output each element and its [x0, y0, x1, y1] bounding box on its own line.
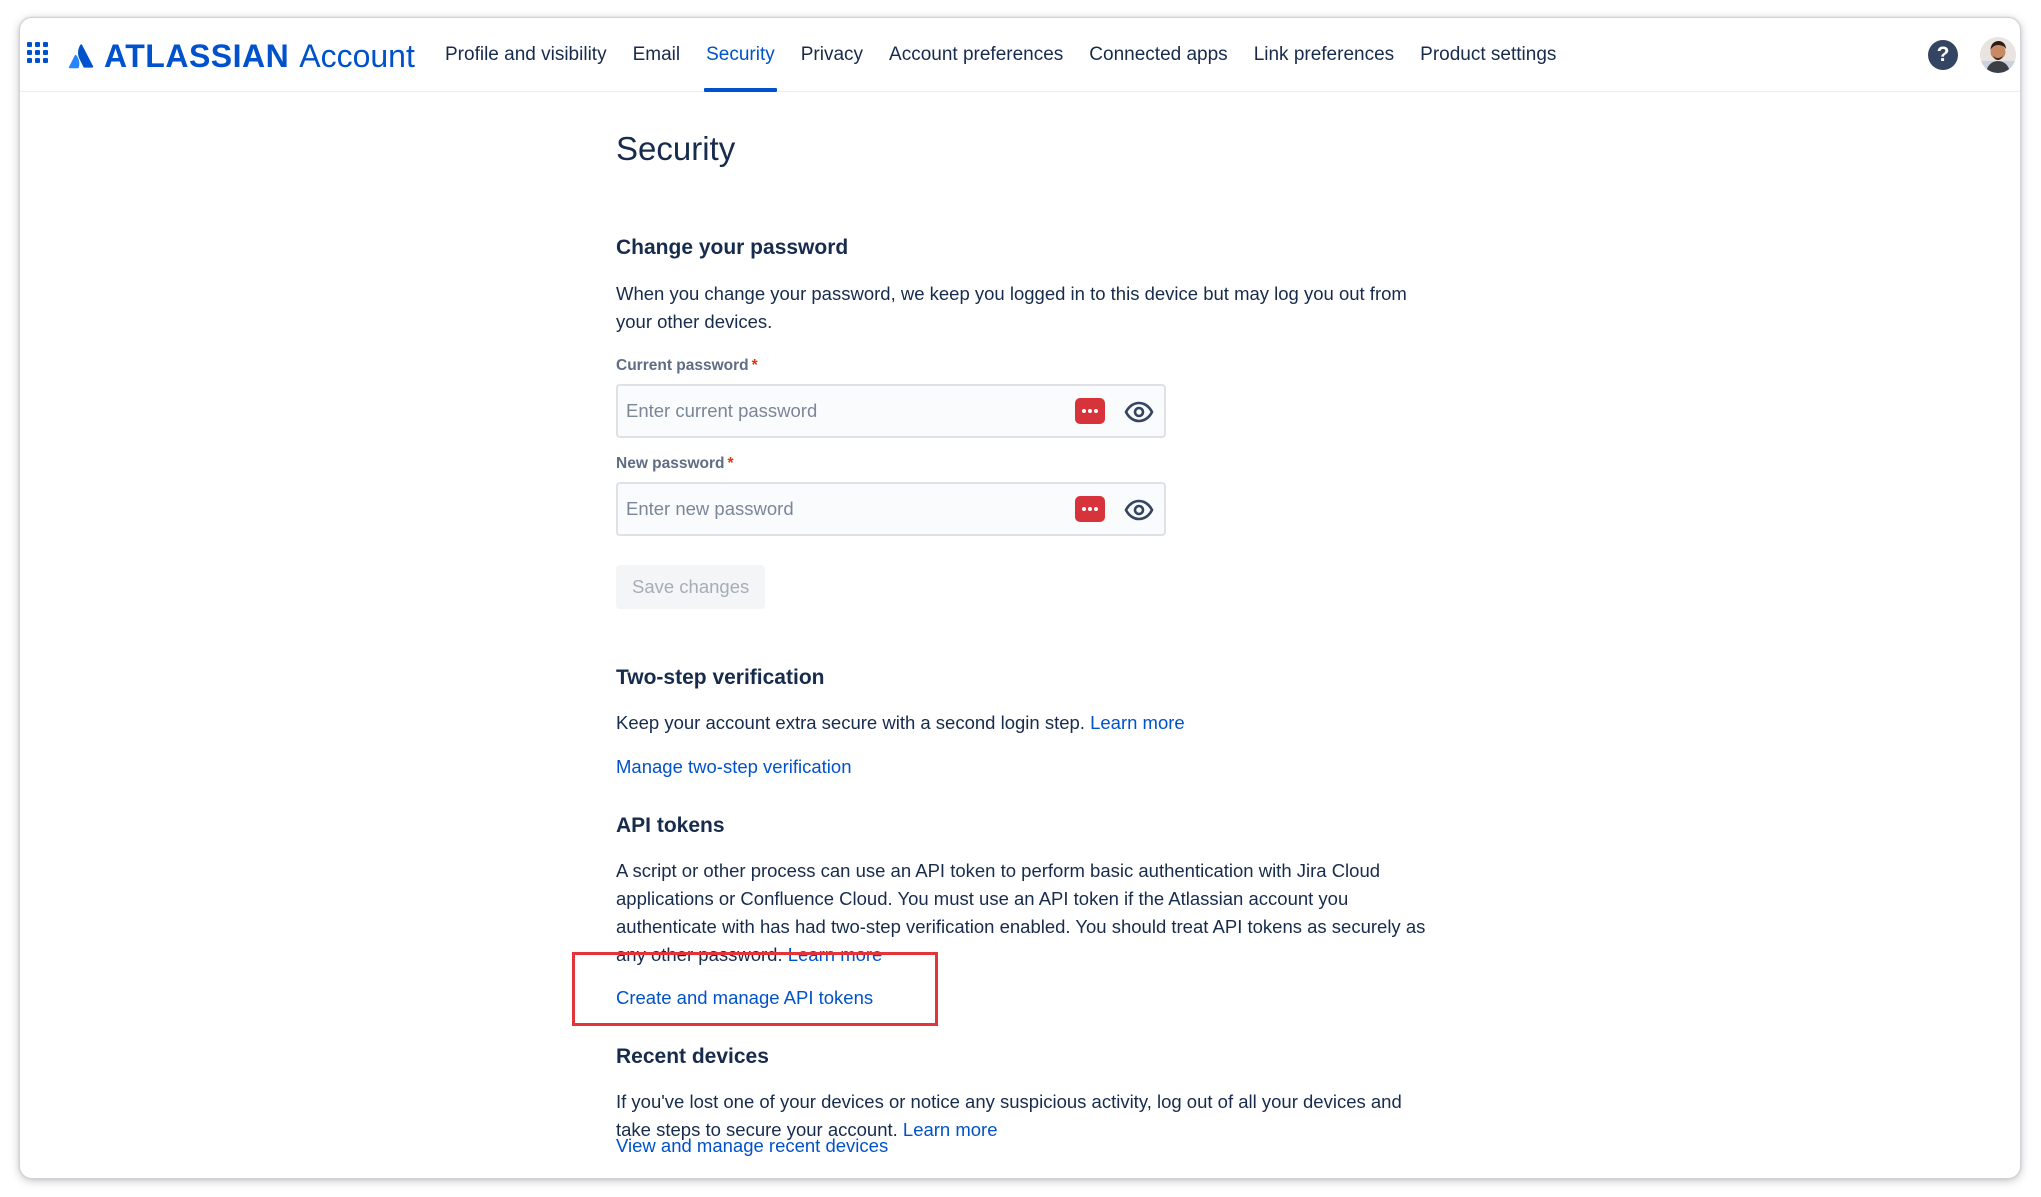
tab-connected-apps[interactable]: Connected apps [1089, 44, 1228, 65]
api-tokens-description-text: A script or other process can use an API token to perform basic authentication with Jira Cloud applications or Confluence Cloud. You must use an API token if the Atlassian account you authenticate with has had two-step verification enabled. You should treat API tokens as securely as any other password. [616, 860, 1426, 965]
recent-devices-learn-more-link[interactable]: Learn more [902, 1119, 998, 1140]
top-navigation [20, 18, 2020, 92]
user-avatar-icon [1980, 37, 2016, 73]
api-tokens-learn-more-link[interactable]: Learn more [787, 944, 883, 965]
change-password-description: When you change your password, we keep you logged in to this device but may log you out from your other devices. [616, 283, 1407, 332]
avatar[interactable] [1980, 37, 2016, 73]
two-step-description [616, 709, 1431, 737]
browser-frame [20, 18, 2020, 1178]
view-manage-recent-devices-link[interactable]: View and manage recent devices [616, 1135, 889, 1156]
recent-devices-heading: Recent devices [616, 1045, 769, 1068]
current-password-input[interactable] [626, 386, 1066, 436]
manage-two-step-link[interactable]: Manage two-step verification [616, 756, 852, 777]
tab-link-preferences[interactable]: Link preferences [1253, 44, 1395, 65]
two-step-heading: Two-step verification [616, 666, 825, 689]
tab-product-settings[interactable]: Product settings [1420, 44, 1557, 65]
new-password-input[interactable] [626, 484, 1066, 534]
tab-account-preferences[interactable]: Account preferences [889, 44, 1064, 65]
nav-tabs [432, 18, 1569, 92]
current-password-label [616, 357, 758, 375]
atlassian-logo-icon [68, 42, 96, 70]
tab-email[interactable]: Email [632, 44, 681, 65]
atlassian-account-logo[interactable] [68, 36, 415, 76]
two-step-description-text: Keep your account extra secure with a second login step. [616, 712, 1085, 733]
create-manage-api-tokens-link[interactable]: Create and manage API tokens [616, 987, 874, 1008]
change-password-heading: Change your password [616, 236, 849, 259]
help-icon[interactable]: ? [1928, 40, 1958, 70]
app-switcher-grid-icon[interactable] [27, 42, 51, 66]
api-tokens-heading: API tokens [616, 814, 725, 837]
new-password-label [616, 455, 734, 473]
save-changes-button[interactable]: Save changes [616, 565, 765, 609]
eye-icon[interactable] [1124, 496, 1154, 524]
recent-devices-description-text: If you've lost one of your devices or notice any suspicious activity, log out of all your devices and take steps to secure your account. [616, 1091, 1402, 1140]
current-password-label-text: Current password [616, 357, 749, 374]
brand-suffix: Account [299, 37, 415, 74]
tab-privacy[interactable]: Privacy [800, 44, 864, 65]
password-manager-icon[interactable] [1075, 398, 1105, 424]
tab-profile-and-visibility[interactable]: Profile and visibility [445, 44, 607, 65]
eye-icon[interactable] [1124, 398, 1154, 426]
api-tokens-description [616, 857, 1431, 969]
new-password-label-text: New password [616, 455, 725, 472]
brand-wordmark: ATLASSIAN [104, 37, 290, 74]
page-title: Security [616, 130, 736, 167]
required-mark: * [727, 455, 734, 472]
new-password-field[interactable] [616, 482, 1166, 536]
required-mark: * [751, 357, 758, 374]
password-manager-icon[interactable] [1075, 496, 1105, 522]
two-step-learn-more-link[interactable]: Learn more [1090, 712, 1185, 733]
current-password-field[interactable] [616, 384, 1166, 438]
tab-security[interactable]: Security [693, 18, 788, 92]
